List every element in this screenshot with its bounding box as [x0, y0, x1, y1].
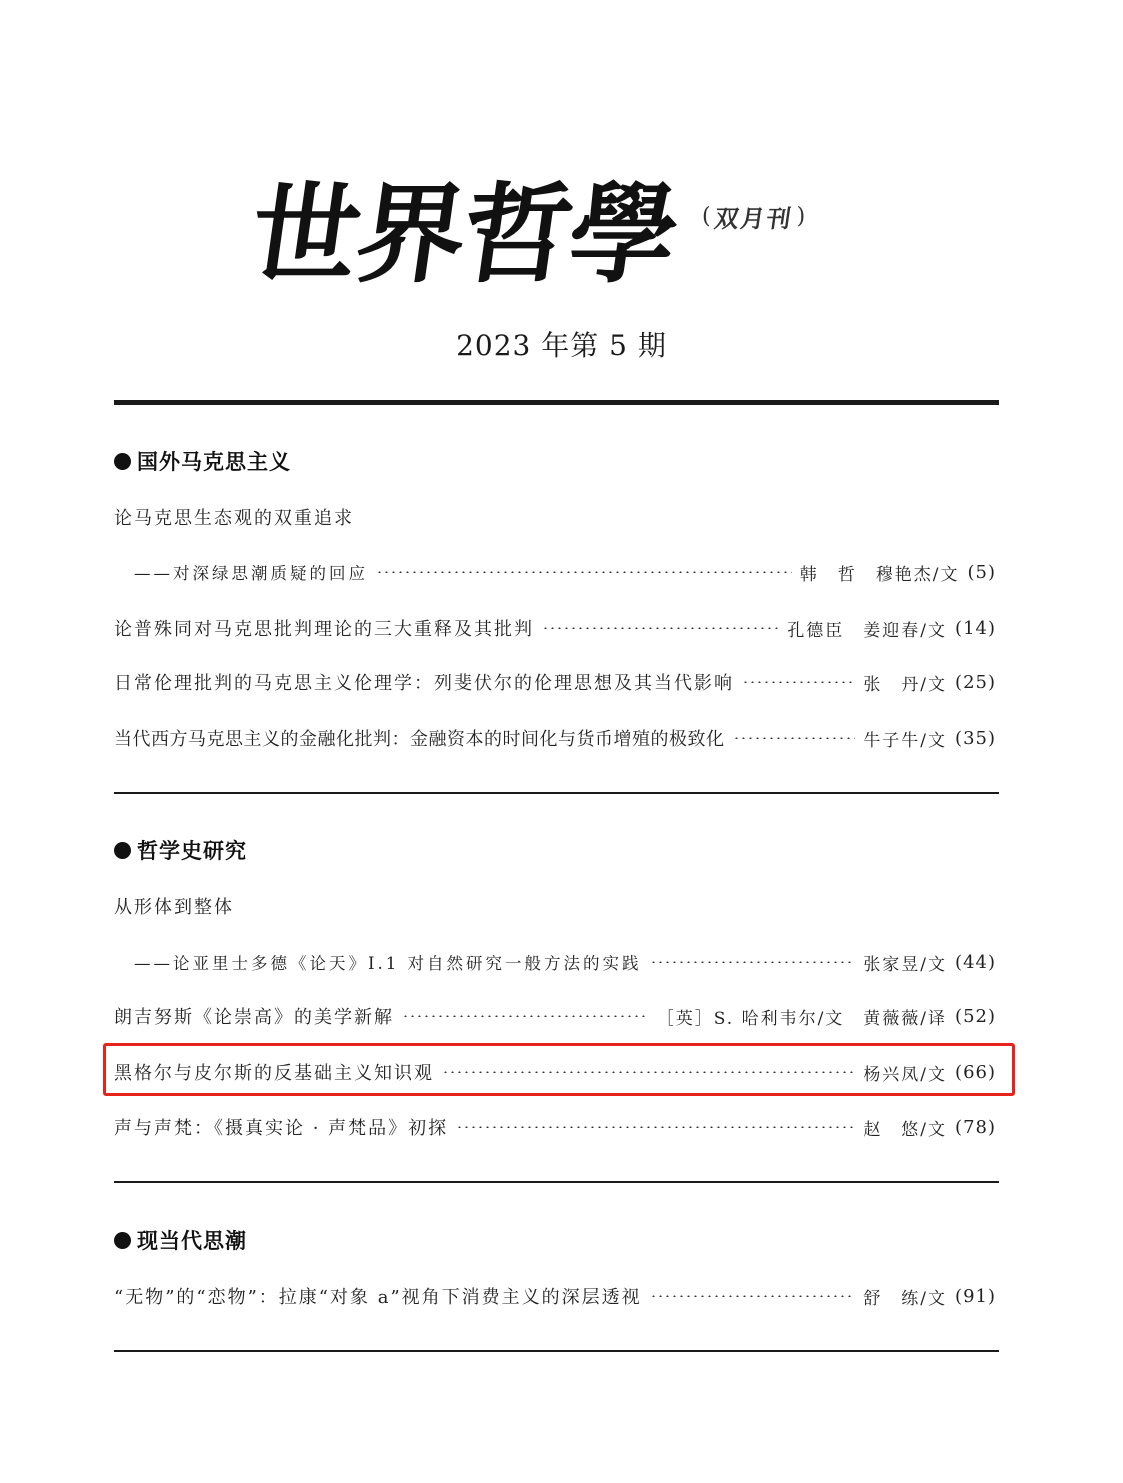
entry-page: (5) — [967, 561, 996, 583]
entry-authors: 舒 练/文 — [863, 1288, 948, 1309]
section-title: 现当代思潮 — [114, 1225, 247, 1255]
frequency-open-paren: ( — [702, 203, 711, 229]
bullet-icon — [114, 1232, 131, 1249]
entry-page: (44) — [955, 951, 996, 973]
entry-authors: 赵 悠/文 — [863, 1119, 948, 1140]
entry-title: ——论亚里士多德《论天》I.1 对自然研究一般方法的实践 — [134, 954, 642, 973]
entry-title: 论普殊同对马克思批判理论的三大重释及其批判 — [114, 619, 534, 640]
leader-dots — [542, 627, 779, 629]
bottom-divider — [114, 1350, 999, 1352]
toc-entry[interactable] — [114, 1282, 996, 1310]
leader-dots — [650, 961, 856, 963]
toc-entry[interactable] — [114, 668, 996, 696]
leader-dots — [402, 1015, 649, 1017]
masthead — [0, 150, 1123, 300]
issue-number: 2023 年第 5 期 — [456, 329, 667, 362]
section-divider — [114, 1181, 999, 1183]
entry-title: 黑格尔与皮尔斯的反基础主义知识观 — [114, 1063, 434, 1084]
bullet-icon — [114, 453, 131, 470]
entry-title: ——对深绿思潮质疑的回应 — [134, 564, 368, 583]
toc-entry[interactable] — [114, 1002, 996, 1030]
leader-dots — [733, 737, 856, 739]
entry-title: 从形体到整体 — [114, 897, 234, 918]
entry-authors: 杨兴凤/文 — [863, 1064, 948, 1085]
entry-page: (78) — [955, 1116, 996, 1138]
toc-entry[interactable] — [134, 948, 996, 976]
toc-entry[interactable] — [114, 724, 996, 752]
entry-authors: 韩 哲 穆艳杰/文 — [799, 564, 960, 585]
entry-title: “无物”的“恋物”：拉康“对象 a”视角下消费主义的深层透视 — [114, 1287, 642, 1308]
entry-authors: 张 丹/文 — [863, 674, 948, 695]
frequency-text: 双月刊 — [712, 203, 795, 233]
entry-authors: ［英］S. 哈利韦尔/文 黄薇薇/译 — [656, 1008, 948, 1029]
entry-title: 声与声梵：《摄真实论 · 声梵品》初探 — [114, 1118, 449, 1139]
entry-authors: 孔德臣 姜迎春/文 — [787, 620, 948, 641]
entry-authors: 牛子牛/文 — [863, 730, 948, 751]
highlight-box — [103, 1043, 1015, 1096]
leader-dots — [742, 681, 855, 683]
section-title: 国外马克思主义 — [114, 446, 291, 476]
entry-title: 朗吉努斯《论崇高》的美学新解 — [114, 1007, 394, 1028]
toc-entry[interactable] — [114, 614, 996, 642]
toc-entry[interactable] — [114, 892, 996, 920]
entry-page: (52) — [955, 1005, 996, 1027]
frequency-close-paren: ) — [796, 203, 806, 229]
section-title: 哲学史研究 — [114, 835, 247, 865]
top-divider — [114, 400, 999, 405]
entry-page: (35) — [955, 727, 996, 749]
journal-title: 世界哲學 — [242, 171, 685, 298]
entry-title: 论马克思生态观的双重追求 — [114, 508, 354, 529]
entry-authors: 张家昱/文 — [863, 954, 948, 975]
entry-page: (91) — [955, 1285, 996, 1307]
bullet-icon — [114, 842, 131, 859]
entry-title: 日常伦理批判的马克思主义伦理学：列斐伏尔的伦理思想及其当代影响 — [114, 673, 734, 694]
entry-page: (66) — [955, 1061, 996, 1083]
entry-title: 当代西方马克思主义的金融化批判：金融资本的时间化与货币增殖的极致化 — [114, 729, 725, 750]
leader-dots — [456, 1126, 855, 1128]
section-divider — [114, 792, 999, 794]
leader-dots — [376, 571, 792, 573]
leader-dots — [650, 1295, 856, 1297]
frequency-label — [702, 196, 805, 236]
toc-entry[interactable] — [114, 1113, 996, 1141]
entry-page: (25) — [955, 671, 996, 693]
toc-entry[interactable] — [114, 503, 996, 531]
entry-page: (14) — [955, 617, 996, 639]
toc-entry[interactable] — [134, 558, 996, 586]
